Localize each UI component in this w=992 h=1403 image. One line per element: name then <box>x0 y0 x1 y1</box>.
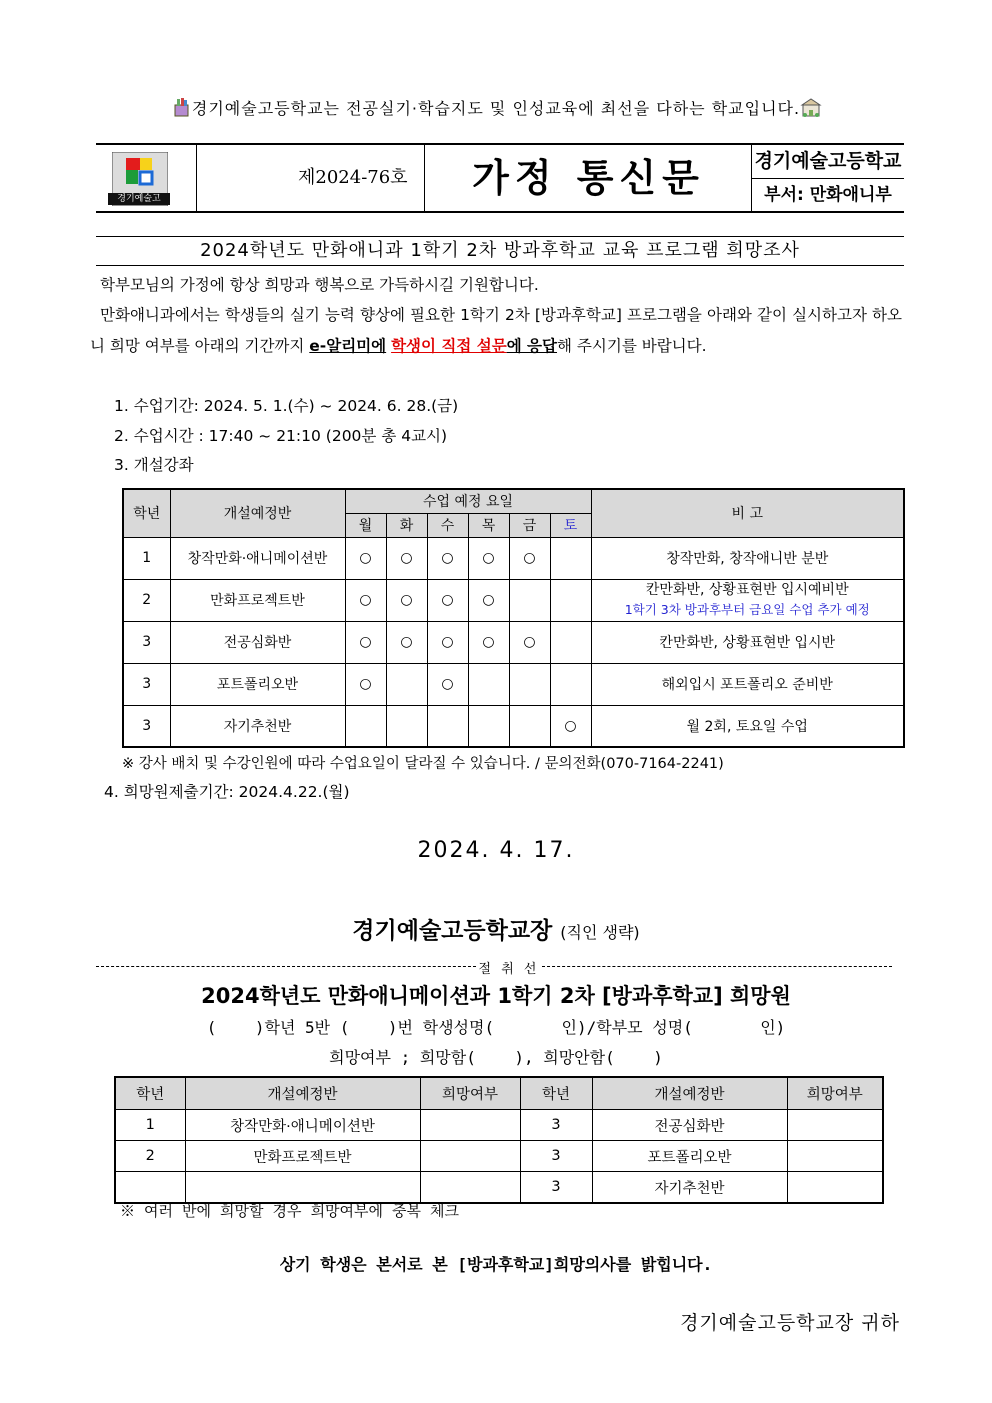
note-main: 칸만화반, 상황표현반 입시예비반 <box>645 582 849 598</box>
cell-grade: 3 <box>520 1172 592 1204</box>
cell-class <box>185 1172 420 1204</box>
cut-dash-right <box>542 966 892 967</box>
reply-text: 에 응답 <box>506 337 558 355</box>
cell-grade <box>115 1172 185 1204</box>
body-part2: 해 주시기를 바랍니다. <box>557 337 707 355</box>
wish-checkbox-cell[interactable] <box>787 1172 883 1204</box>
table-row <box>123 663 904 705</box>
th-class: 개설예정반 <box>592 1077 787 1110</box>
cell-class: 만화프로젝트반 <box>185 1141 420 1172</box>
cell-class: 포트폴리오반 <box>592 1141 787 1172</box>
book-stack-icon <box>172 96 192 118</box>
logo-caption: 경기예술고 <box>108 193 170 205</box>
notice-title: 가정 통신문 <box>426 145 752 211</box>
notice-number: 제2024-76호 <box>298 167 408 188</box>
item-time: 2. 수업시간 : 17:40 ~ 21:10 (200분 총 4교시) <box>114 427 448 445</box>
th-grade: 학년 <box>115 1077 185 1110</box>
table-row <box>123 537 904 579</box>
cell-mark <box>468 705 509 747</box>
th-note: 비 고 <box>591 489 904 537</box>
item-deadline: 4. 희망원제출기간: 2024.4.22.(월) <box>104 783 350 801</box>
cell-mark: ○ <box>509 537 550 579</box>
cell-mark: ○ <box>550 705 591 747</box>
cell-mark: ○ <box>427 579 468 621</box>
wish-checkbox-cell[interactable] <box>787 1141 883 1172</box>
name-fill-line: ( )학년 5반 ( )번 학생성명( 인)/학부모 성명( 인) <box>206 1018 786 1037</box>
cell-mark <box>345 705 386 747</box>
cell-note: 창작만화, 창작애니반 분반 <box>591 537 904 579</box>
th-grade: 학년 <box>520 1077 592 1110</box>
note-extra: 1학기 3차 방과후부터 금요일 수업 추가 예정 <box>624 602 870 617</box>
application-note: ※ 여러 반에 희망할 경우 희망여부에 중복 체크 <box>120 1202 460 1220</box>
th-day: 화 <box>386 513 427 537</box>
cell-grade: 3 <box>520 1141 592 1172</box>
item-courses: 3. 개설강좌 <box>114 456 194 474</box>
th-class: 개설예정반 <box>170 489 345 537</box>
cell-grade: 3 <box>123 705 170 747</box>
th-grade: 학년 <box>123 489 170 537</box>
school-building-icon <box>800 96 820 118</box>
item-period: 1. 수업기간: 2024. 5. 1.(수) ~ 2024. 6. 28.(금) <box>114 397 459 415</box>
th-wish: 희망여부 <box>420 1077 520 1110</box>
cell-mark <box>550 663 591 705</box>
table-row <box>123 579 904 621</box>
cell-class: 자기추천반 <box>592 1172 787 1204</box>
cell-mark <box>550 579 591 621</box>
logo-cell <box>96 145 197 211</box>
confirm-statement: 상기 학생은 본서로 본 [방과후학교]희망의사를 밝힙니다. <box>279 1255 713 1274</box>
table-row <box>123 705 904 747</box>
table-row <box>115 1110 883 1141</box>
cell-mark <box>550 621 591 663</box>
cell-note: 칸만화반, 상황표현반 입시반 <box>591 621 904 663</box>
cell-note: 월 2회, 토요일 수업 <box>591 705 904 747</box>
cell-mark <box>509 663 550 705</box>
cell-class: 전공심화반 <box>592 1110 787 1141</box>
cell-mark: ○ <box>427 663 468 705</box>
body-paragraph <box>90 300 902 362</box>
cell-mark: ○ <box>386 621 427 663</box>
cell-class: 창작만화·애니메이션반 <box>170 537 345 579</box>
courses-table <box>122 488 905 748</box>
cell-class: 창작만화·애니메이션반 <box>185 1110 420 1141</box>
eallimi-text: e-알리미에 <box>309 337 387 355</box>
principal-title: 경기예술고등학교장 <box>352 917 553 944</box>
cell-class: 만화프로젝트반 <box>170 579 345 621</box>
cell-grade: 3 <box>123 621 170 663</box>
th-day-saturday: 토 <box>550 513 591 537</box>
th-day: 수 <box>427 513 468 537</box>
wish-checkbox-cell[interactable] <box>420 1110 520 1141</box>
cell-mark: ○ <box>345 663 386 705</box>
survey-title: 2024학년도 만화애니과 1학기 2차 방과후학교 교육 프로그램 희망조사 <box>96 236 904 266</box>
cell-mark <box>468 663 509 705</box>
application-table <box>114 1076 884 1204</box>
cell-class: 전공심화반 <box>170 621 345 663</box>
cell-mark: ○ <box>468 579 509 621</box>
cell-mark: ○ <box>386 579 427 621</box>
cell-grade: 2 <box>123 579 170 621</box>
table-footnote: ※ 강사 배치 및 수강인원에 따라 수업요일이 달라질 수 있습니다. / 문의전화(070-7164-2241) <box>122 756 724 772</box>
cell-mark <box>386 663 427 705</box>
cell-grade: 1 <box>123 537 170 579</box>
department: 부서: 만화애니부 <box>764 185 892 205</box>
cell-mark: ○ <box>427 537 468 579</box>
wish-checkbox-cell[interactable] <box>787 1110 883 1141</box>
cell-grade: 3 <box>123 663 170 705</box>
table-row <box>115 1141 883 1172</box>
th-day: 금 <box>509 513 550 537</box>
th-class: 개설예정반 <box>185 1077 420 1110</box>
th-day: 월 <box>345 513 386 537</box>
cut-dash-left <box>96 966 476 967</box>
cell-mark: ○ <box>386 537 427 579</box>
cell-mark: ○ <box>345 537 386 579</box>
cell-mark <box>509 705 550 747</box>
cell-class: 포트폴리오반 <box>170 663 345 705</box>
table-row <box>115 1172 883 1204</box>
body-part1: 만화애니과에서는 학생들의 실기 능력 향상에 필요한 1학기 2차 [방과후학교] 프로그램을 아래와 같이 실시하고자 하오니 희망 여부를 아래의 기간까지 <box>90 306 902 355</box>
wish-checkbox-cell[interactable] <box>420 1141 520 1172</box>
th-days: 수업 예정 요일 <box>345 489 591 513</box>
issue-date: 2024. 4. 17. <box>417 838 575 863</box>
principal-signature <box>0 912 992 945</box>
school-motto <box>0 96 992 119</box>
cell-mark: ○ <box>468 621 509 663</box>
motto-text: 경기예술고등학교는 전공실기·학습지도 및 인성교육에 최선을 다하는 학교입니다. <box>191 99 801 118</box>
wish-checkbox-cell[interactable] <box>420 1172 520 1204</box>
seal-omitted: (직인 생략) <box>560 923 640 942</box>
addressee: 경기예술고등학교장 귀하 <box>680 1312 900 1334</box>
application-title: 2024학년도 만화애니메이션과 1학기 2차 [방과후학교] 희망원 <box>201 984 791 1008</box>
notice-number-cell <box>196 145 425 211</box>
letter-header <box>96 143 904 213</box>
table-row <box>123 621 904 663</box>
wish-fill-line: 희망여부 ; 희망함( ), 희망안함( ) <box>329 1048 663 1067</box>
cell-mark: ○ <box>427 621 468 663</box>
cell-mark <box>386 705 427 747</box>
cell-grade: 1 <box>115 1110 185 1141</box>
cell-grade: 3 <box>520 1110 592 1141</box>
cell-grade: 2 <box>115 1141 185 1172</box>
cell-mark: ○ <box>509 621 550 663</box>
cell-mark: ○ <box>345 621 386 663</box>
cell-mark <box>509 579 550 621</box>
school-name: 경기예술고등학교 <box>752 145 904 179</box>
th-wish: 희망여부 <box>787 1077 883 1110</box>
cell-mark: ○ <box>345 579 386 621</box>
cell-note: 해외입시 포트폴리오 준비반 <box>591 663 904 705</box>
cell-mark <box>550 537 591 579</box>
cell-class: 자기추천반 <box>170 705 345 747</box>
th-day: 목 <box>468 513 509 537</box>
cell-mark <box>427 705 468 747</box>
cut-line <box>96 958 896 977</box>
greeting: 학부모님의 가정에 항상 희망과 행복으로 가득하시길 기원합니다. <box>100 276 539 294</box>
cell-mark: ○ <box>468 537 509 579</box>
cell-note <box>591 579 904 621</box>
cut-label: 절 취 선 <box>476 958 542 977</box>
student-direct-text: 학생이 직접 설문 <box>391 337 507 355</box>
